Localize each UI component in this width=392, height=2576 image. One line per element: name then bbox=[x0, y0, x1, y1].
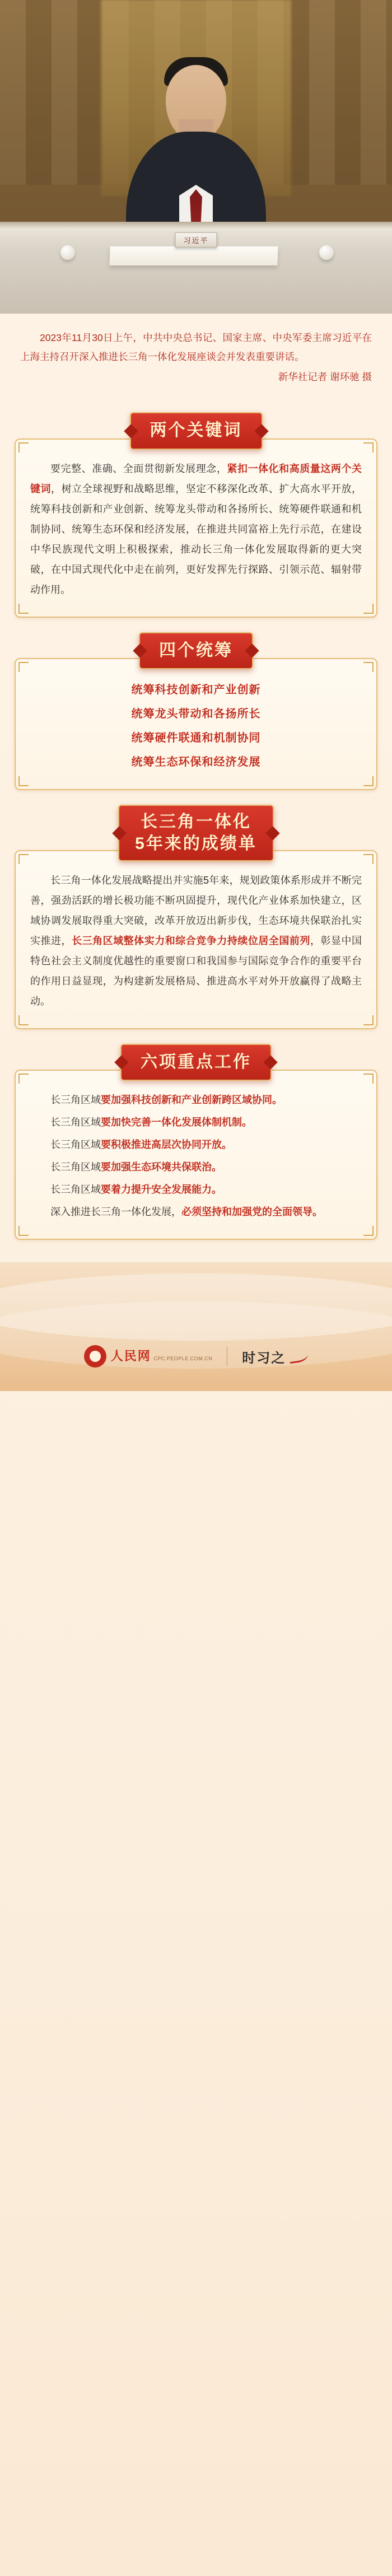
highlight-run: 长三角区域整体实力和综合竞争力持续位居全国前列 bbox=[72, 935, 310, 946]
photo-documents bbox=[109, 246, 278, 265]
list-item: 统筹生态环保和经济发展 bbox=[131, 756, 261, 769]
text-run: 长三角区域 bbox=[50, 1184, 101, 1196]
text-run: ，彰显中国特色社会主义制度优越性的重要窗口和我国参与国际竞争合作的重要平台的作用日益显现，为构建新发展格局、推进高水平对外开放赢得了战略主动。 bbox=[30, 935, 362, 1007]
card-corner-icon bbox=[18, 1226, 29, 1236]
paragraph bbox=[30, 870, 362, 1011]
caption-text: 2023年11月30日上午，中共中央总书记、国家主席、中央军委主席习近平在上海主持召开深入推进长三角一体化发展座谈会并发表重要讲话。 bbox=[20, 332, 372, 363]
section-card-4 bbox=[15, 1070, 377, 1240]
paragraph bbox=[30, 1179, 362, 1200]
photo-table-edge bbox=[0, 222, 392, 230]
card-corner-icon bbox=[18, 776, 29, 786]
coordination-list bbox=[30, 678, 362, 774]
text-run: 长三角一体化发展战略提出并实施5年来，规划政策体系形成并不断完善，强劲活跃的增长极功能不断巩固提升，现代化产业体系加快建立，区域协调发展取得重大突破，改革开放迈出新步伐，生态环境共保联治扎实实推进， bbox=[30, 874, 362, 946]
highlight-run: 必须坚持和加强党的全面领导。 bbox=[181, 1206, 323, 1218]
section-heading-wrap-1 bbox=[15, 412, 377, 449]
caption-byline: 新华社记者 谢环驰 摄 bbox=[278, 371, 372, 383]
section-heading-3 bbox=[118, 805, 274, 861]
section-five-year-results bbox=[15, 805, 377, 1029]
section-heading-line-1: 长三角一体化 bbox=[141, 813, 251, 832]
page-footer bbox=[0, 1262, 392, 1391]
section-card-2 bbox=[15, 658, 377, 790]
paragraph bbox=[30, 1090, 362, 1110]
people-logo-cn: 人民网 bbox=[110, 1349, 151, 1364]
section-heading-4: 六项重点工作 bbox=[120, 1044, 272, 1081]
paragraph bbox=[30, 1157, 362, 1177]
card-corner-icon bbox=[18, 1015, 29, 1025]
section-heading-line-2: 5年来的成绩单 bbox=[135, 834, 257, 853]
section-card-1 bbox=[15, 438, 377, 618]
section-four-coordinations bbox=[15, 632, 377, 790]
card-corner-icon bbox=[363, 1015, 374, 1025]
text-run: 长三角区域 bbox=[50, 1139, 101, 1151]
hero-photo bbox=[0, 0, 392, 314]
list-item: 统筹科技创新和产业创新 bbox=[131, 684, 261, 697]
text-run: 长三角区域 bbox=[50, 1094, 101, 1106]
people-logo-icon bbox=[84, 1345, 106, 1368]
highlight-run: 紧扣一体化和高质量这两个关键词 bbox=[30, 463, 362, 494]
swoosh-icon bbox=[288, 1350, 309, 1364]
highlight-run: 要加强科技创新和产业创新跨区域协同。 bbox=[101, 1094, 282, 1106]
section-heading-wrap-4 bbox=[15, 1044, 377, 1081]
section-two-keywords bbox=[15, 412, 377, 617]
highlight-run: 要着力提升安全发展能力。 bbox=[101, 1184, 222, 1196]
people-logo-text bbox=[111, 1350, 213, 1363]
card-corner-icon bbox=[363, 604, 374, 614]
highlight-run: 要积极推进高层次协同开放。 bbox=[101, 1139, 232, 1151]
section-heading-2: 四个统筹 bbox=[139, 632, 253, 669]
people-cn-logo[interactable] bbox=[84, 1345, 213, 1368]
card-corner-icon bbox=[18, 604, 29, 614]
photo-teacup-left bbox=[60, 245, 75, 260]
paragraph bbox=[30, 1202, 362, 1222]
list-item: 统筹龙头带动和各扬所长 bbox=[131, 708, 261, 721]
section-card-3 bbox=[15, 850, 377, 1029]
shixizhi-logo[interactable] bbox=[242, 1347, 308, 1366]
highlight-run: 要加快完善一体化发展体制机制。 bbox=[101, 1117, 252, 1128]
highlight-run: 要加强生态环境共保联治。 bbox=[101, 1161, 222, 1173]
photo-nameplate: 习近平 bbox=[175, 232, 217, 248]
people-logo-en: CPC.PEOPLE.COM.CN bbox=[153, 1356, 213, 1362]
text-run: 长三角区域 bbox=[50, 1117, 101, 1128]
card-corner-icon bbox=[363, 776, 374, 786]
card-corner-icon bbox=[363, 1226, 374, 1236]
section-heading-1: 两个关键词 bbox=[130, 412, 263, 449]
paragraph bbox=[30, 1135, 362, 1155]
list-item: 统筹硬件联通和机制协同 bbox=[131, 732, 261, 745]
section-heading-wrap-2 bbox=[15, 632, 377, 669]
text-run: 深入推进长三角一体化发展， bbox=[50, 1206, 181, 1218]
paragraph bbox=[30, 1112, 362, 1132]
paragraph bbox=[30, 459, 362, 600]
photo-caption bbox=[0, 314, 392, 398]
text-run: ，树立全球视野和战略思维，坚定不移深化改革、扩大高水平开放，统筹科技创新和产业创新、统筹龙头带动和各扬所长、统筹硬件联通和机制协同、统筹生态环保和经济发展，在推进共同富裕上先行示范，在建设中华民族现代文明上积极探索，推动长三角一体化发展取得新的更大突破，在中国式现代化中走在前列，更好发挥先行探路、引领示范、辐射带动作用。 bbox=[30, 483, 362, 595]
shixizhi-label: 时习之 bbox=[242, 1350, 286, 1366]
text-run: 长三角区域 bbox=[50, 1161, 101, 1173]
section-six-key-tasks bbox=[15, 1044, 377, 1240]
text-run: 要完整、准确、全面贯彻新发展理念， bbox=[50, 463, 227, 474]
footer-logos bbox=[0, 1345, 392, 1368]
section-heading-wrap-3 bbox=[15, 805, 377, 861]
photo-teacup-right bbox=[319, 245, 334, 260]
